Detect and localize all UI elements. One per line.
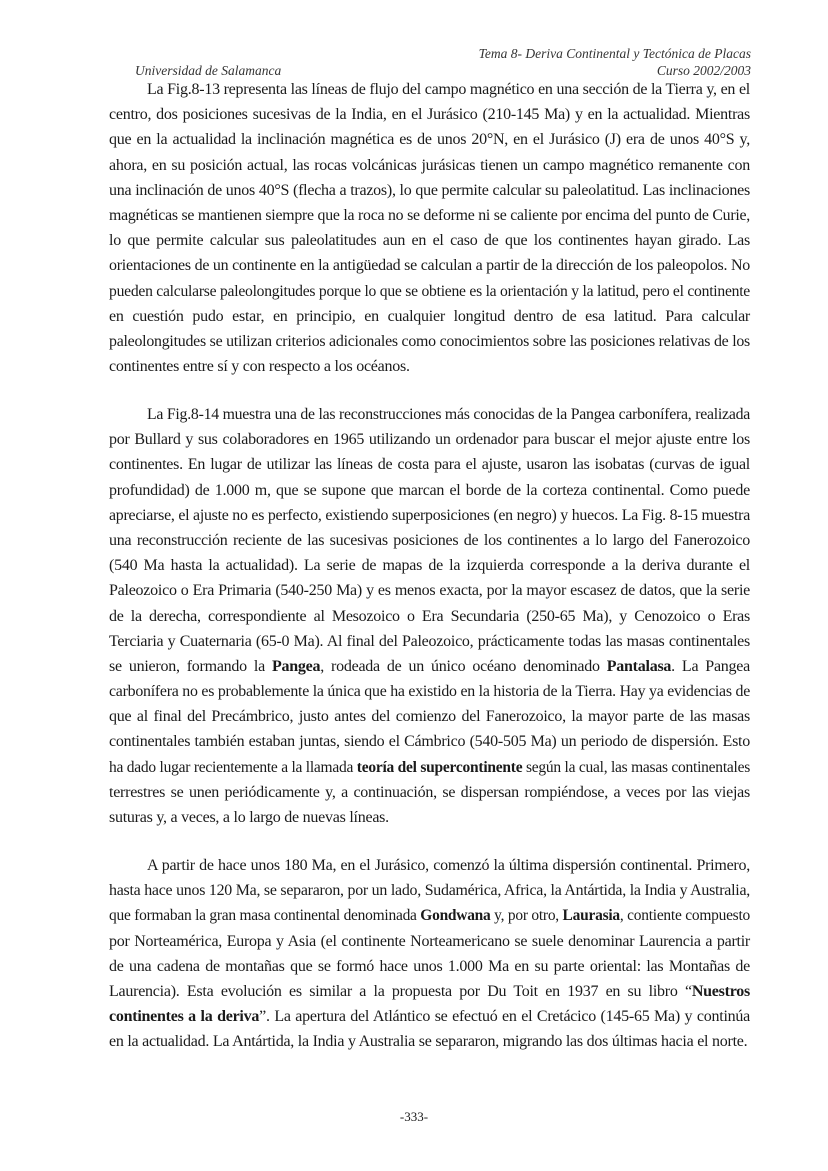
text-line — [109, 929, 750, 954]
text-line — [109, 452, 750, 477]
text-line — [109, 478, 750, 503]
paragraph-pangea — [109, 402, 750, 830]
text-segment: de una cadena de montañas que se formó hace unos 1.000 Ma en su parte oriental: las Montañas de — [109, 957, 750, 975]
text-line — [109, 153, 750, 178]
text-segment: por Bullard y sus colaboradores en 1965 utilizando un ordenador para buscar el mejor ajuste entre los — [109, 431, 750, 449]
text-segment: continentes. En lugar de utilizar las líneas de costa para el ajuste, usaron las isobatas (curvas de igual — [109, 456, 750, 474]
text-segment: ha dado lugar recientemente a la llamada — [109, 758, 357, 776]
text-segment: una inclinación de unos 40°S (flecha a trazos), lo que permite calcular su paleolatitud. Las inclinaciones — [109, 181, 750, 199]
bold-term: Gondwana — [420, 907, 491, 925]
text-line — [109, 979, 750, 1004]
text-line — [109, 878, 750, 903]
text-segment: , contiente compuesto — [619, 907, 750, 925]
text-segment: continentes entre sí y con respecto a los océanos. — [109, 358, 410, 376]
text-segment: La Fig.8-13 representa las líneas de flujo del campo magnético en una sección de la Tierra y, en el — [147, 81, 750, 98]
text-line — [109, 178, 750, 203]
bold-term: continentes a la deriva — [109, 1008, 260, 1026]
text-segment: ahora, en su posición actual, las rocas volcánicas jurásicas tienen un campo magnético remanente con — [109, 156, 750, 174]
text-line — [109, 329, 750, 354]
text-line — [109, 402, 750, 427]
text-segment: Terciaria y Cuaternaria (65-0 Ma). Al final del Paleozoico, prácticamente todas las masas continentales — [109, 632, 750, 650]
text-segment: Paleozoico o Era Primaria (540-250 Ma) y es menos exacta, por la mayor escasez de datos, que la serie — [109, 582, 750, 600]
text-line — [109, 629, 750, 654]
text-line — [109, 228, 750, 253]
bold-term: Pantalasa — [606, 657, 672, 675]
bold-term: Nuestros — [691, 982, 750, 1000]
text-segment: continentales también estaban juntas, siendo el Cámbrico (540-505 Ma) un periodo de dispersión. Esto — [109, 733, 750, 751]
text-segment: que formaban la gran masa continental denominada — [109, 907, 421, 925]
text-line — [109, 528, 750, 553]
text-line — [109, 354, 750, 379]
text-segment: y, por otro, — [490, 907, 563, 925]
text-line — [109, 729, 750, 754]
text-line — [109, 203, 750, 228]
text-segment: en cuestión pudo estar, en principio, en cualquier longitud dentro de esa latitud. Para calcular — [109, 307, 750, 325]
header-topic: Tema 8- Deriva Continental y Tectónica de Placas — [478, 46, 751, 61]
text-segment: paleolongitudes se utilizan criterios adicionales como conocimientos sobre las posiciones relativas de los — [109, 332, 750, 350]
text-line — [109, 805, 750, 830]
text-segment: apreciarse, el ajuste no es perfecto, existiendo superposiciones (en negro) y huecos. La Fig. 8-15 muestra — [109, 506, 750, 524]
text-line — [109, 903, 750, 928]
text-segment: ”. La apertura del Atlántico se efectuó en el Cretácico (145-65 Ma) y continúa — [259, 1008, 751, 1026]
text-segment: según la cual, las masas continentales — [522, 758, 750, 776]
text-segment: en la actualidad. La Antártida, la India y Australia se separaron, migrando las dos últimas hacia el norte. — [109, 1033, 748, 1051]
text-segment: profundidad) de 1.000 m, que se supone que marcan el borde de la corteza continental. Como puede — [109, 481, 750, 499]
page-number: -333- — [399, 1109, 429, 1124]
text-line — [109, 503, 750, 528]
text-segment: de la derecha, correspondiente al Mesozoico o Era Secundaria (250-65 Ma), y Cenozoico o Eras — [109, 607, 750, 625]
header-course: Curso 2002/2003 — [656, 63, 751, 78]
text-line — [109, 77, 750, 102]
text-segment: A partir de hace unos 180 Ma, en el Jurásico, comenzó la última dispersión continental. Primero, — [147, 857, 750, 874]
text-line — [109, 1029, 750, 1054]
text-segment: centro, dos posiciones sucesivas de la India, en el Jurásico (210-145 Ma) y en la actualidad. Mientras — [109, 106, 750, 124]
text-line — [109, 578, 750, 603]
text-segment: (540 Ma hasta la actualidad). La serie de mapas de la izquierda corresponde a la deriva durante el — [109, 557, 750, 575]
text-segment: magnéticas se mantienen siempre que la roca no se deforme ni se caliente por encima del punto de Curie, — [109, 206, 750, 224]
bold-term: Laurasia — [562, 907, 620, 925]
text-line — [109, 679, 750, 704]
text-segment: hasta hace unos 120 Ma, se separaron, por un lado, Sudamérica, Africa, la Antártida, la India y Australia, — [109, 882, 750, 900]
text-line — [109, 304, 750, 329]
text-segment: se unieron, formando la — [109, 657, 272, 675]
text-line — [109, 553, 750, 578]
text-segment: por Norteamérica, Europa y Asia (el continente Norteamericano se suele denominar Laurencia a partir — [109, 932, 750, 950]
text-line — [109, 704, 750, 729]
text-segment: , rodeada de un único océano denominado — [320, 657, 607, 675]
text-line — [109, 279, 750, 304]
text-segment: carbonífera no es probablemente la única que ha existido en la historia de la Tierra. Hay ya evidencias de — [109, 683, 750, 701]
text-line — [109, 253, 750, 278]
text-line — [109, 954, 750, 979]
text-line — [109, 780, 750, 805]
text-segment: lo que permite calcular sus paleolatitudes aun en el caso de que los continentes hayan girado. Las — [109, 232, 750, 250]
text-line — [109, 102, 750, 127]
text-segment: que al final del Precámbrico, justo antes del comienzo del Fanerozoico, la mayor parte de las masas — [109, 708, 750, 726]
text-line — [109, 853, 750, 878]
text-segment: orientaciones de un continente en la antigüedad se calculan a partir de la dirección de los paleopolos. No — [109, 257, 750, 275]
paragraph-dispersion — [109, 853, 750, 1055]
text-segment: pueden calcularse paleolongitudes porque lo que se obtiene es la orientación y la latitud, pero el continente — [109, 282, 750, 300]
text-line — [109, 604, 750, 629]
text-segment: que en la actualidad la inclinación magnética es de unos 20°N, en el Jurásico (J) era de unos 40°S y, — [109, 131, 750, 149]
bold-term: teoría del supercontinente — [356, 758, 523, 776]
bold-term: Pangea — [271, 657, 321, 675]
text-line — [109, 1004, 750, 1029]
text-line — [109, 654, 750, 679]
text-line — [109, 127, 750, 152]
text-segment: La Fig.8-14 muestra una de las reconstrucciones más conocidas de la Pangea carbonífera, realizada — [147, 406, 750, 423]
header-university: Universidad de Salamanca — [135, 63, 282, 78]
text-segment: suturas y, a veces, a lo largo de nuevas líneas. — [109, 809, 389, 826]
paragraph-paleomagnetism — [109, 77, 750, 379]
text-line — [109, 755, 750, 780]
text-segment: Laurencia). Esta evolución es similar a la propuesta por Du Toit en 1937 en su libro “ — [109, 982, 692, 1000]
text-segment: . La Pangea — [671, 657, 751, 675]
text-segment: una reconstrucción reciente de las sucesivas posiciones de los continentes a lo largo del Fanerozoico — [109, 531, 750, 549]
text-line — [109, 427, 750, 452]
text-segment: terrestres se unen periódicamente y, a continuación, se dispersan rompiéndose, a veces por las viejas — [109, 783, 750, 801]
